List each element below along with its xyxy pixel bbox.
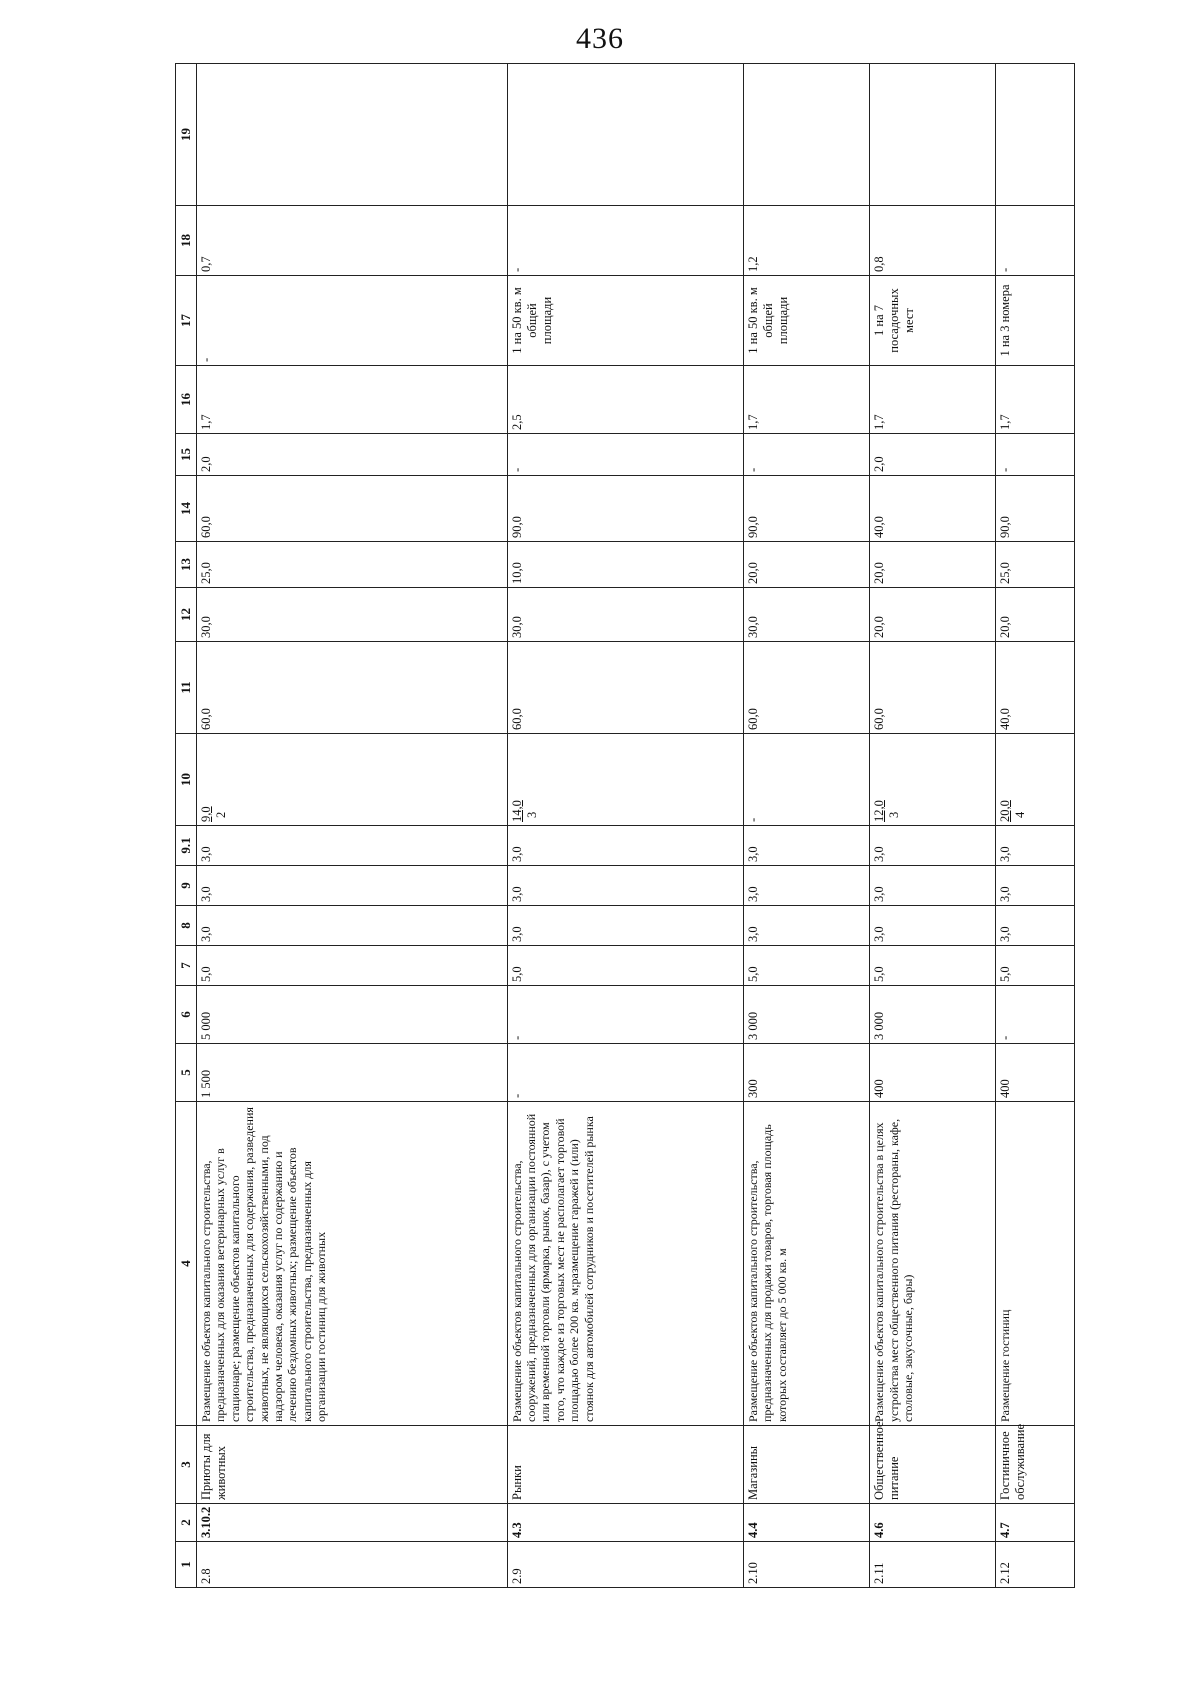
cell-c6: 3 000 bbox=[870, 986, 996, 1044]
cell-c8: 3,0 bbox=[996, 906, 1075, 946]
cell-c8: 3,0 bbox=[744, 906, 870, 946]
cell-c17: 1 на 50 кв. м общей площади bbox=[507, 276, 743, 366]
cell-c16: 1,7 bbox=[870, 366, 996, 434]
cell-c19 bbox=[744, 64, 870, 206]
cell-code: 3.10.2 bbox=[197, 1504, 508, 1542]
fraction-numerator: 14,0 bbox=[509, 800, 524, 822]
cell-row-number: 2.9 bbox=[507, 1542, 743, 1588]
cell-c5: 300 bbox=[744, 1044, 870, 1102]
col-header-2: 2 bbox=[176, 1504, 197, 1542]
cell-c7: 5,0 bbox=[507, 946, 743, 986]
cell-c18: - bbox=[507, 206, 743, 276]
col-header-12: 12 bbox=[176, 588, 197, 642]
fraction-numerator: 9,0 bbox=[199, 806, 213, 822]
cell-c8: 3,0 bbox=[870, 906, 996, 946]
cell-c19 bbox=[996, 64, 1075, 206]
cell-c9-1: 3,0 bbox=[197, 826, 508, 866]
cell-c7: 5,0 bbox=[996, 946, 1075, 986]
cell-description: Размещение гостиниц bbox=[996, 1102, 1075, 1426]
cell-c11: 60,0 bbox=[870, 642, 996, 734]
cell-row-number: 2.8 bbox=[197, 1542, 508, 1588]
cell-c15: 2,0 bbox=[870, 434, 996, 476]
fraction bbox=[872, 800, 902, 822]
fraction-denominator: 3 bbox=[524, 811, 539, 818]
cell-c11: 40,0 bbox=[996, 642, 1075, 734]
cell-c18: 0,7 bbox=[197, 206, 508, 276]
cell-code: 4.3 bbox=[507, 1504, 743, 1542]
cell-c16: 1,7 bbox=[744, 366, 870, 434]
cell-c9-1: 3,0 bbox=[507, 826, 743, 866]
cell-description: Размещение объектов капитального строительства в целях устройства мест общественного питания (рестораны, кафе, столовые, закусочные, бары) bbox=[870, 1102, 996, 1426]
col-header-16: 16 bbox=[176, 366, 197, 434]
col-header-7: 7 bbox=[176, 946, 197, 986]
table-row bbox=[996, 64, 1075, 1588]
fraction-numerator: 20,0 bbox=[998, 800, 1013, 822]
cell-c13: 25,0 bbox=[996, 542, 1075, 588]
cell-c13: 10,0 bbox=[507, 542, 743, 588]
cell-c14: 90,0 bbox=[744, 476, 870, 542]
cell-c9: 3,0 bbox=[197, 866, 508, 906]
cell-c10: - bbox=[744, 734, 870, 826]
cell-c16: 1,7 bbox=[996, 366, 1075, 434]
cell-c15: 2,0 bbox=[197, 434, 508, 476]
cell-c9: 3,0 bbox=[870, 866, 996, 906]
cell-c11: 60,0 bbox=[507, 642, 743, 734]
table-row bbox=[507, 64, 743, 1588]
col-header-9: 9 bbox=[176, 866, 197, 906]
cell-c9-1: 3,0 bbox=[744, 826, 870, 866]
cell-row-number: 2.12 bbox=[996, 1542, 1075, 1588]
cell-description: Размещение объектов капитального строительства, предназначенных для оказания ветеринарных услуг в стационаре; размещение объектов капитального строительства, предназначенных для содержания, разведения животных, не являющихся сельскохозяйственными, под надзором человека, оказания услуг по содержанию и лечению бездомных животных; размещение объектов капитального строительства, предназначенных для организации гостиниц для животных bbox=[197, 1102, 508, 1426]
cell-c9-1: 3,0 bbox=[870, 826, 996, 866]
cell-c16: 1,7 bbox=[197, 366, 508, 434]
cell-c15: - bbox=[507, 434, 743, 476]
cell-c12: 20,0 bbox=[870, 588, 996, 642]
cell-c12: 30,0 bbox=[507, 588, 743, 642]
cell-c11: 60,0 bbox=[197, 642, 508, 734]
cell-code: 4.4 bbox=[744, 1504, 870, 1542]
cell-use-name: Приюты для животных bbox=[197, 1426, 508, 1504]
cell-c13: 20,0 bbox=[870, 542, 996, 588]
cell-c7: 5,0 bbox=[197, 946, 508, 986]
cell-c11: 60,0 bbox=[744, 642, 870, 734]
cell-c12: 30,0 bbox=[197, 588, 508, 642]
cell-c14: 90,0 bbox=[996, 476, 1075, 542]
col-header-1: 1 bbox=[176, 1542, 197, 1588]
cell-c19 bbox=[507, 64, 743, 206]
cell-c8: 3,0 bbox=[197, 906, 508, 946]
cell-description: Размещение объектов капитального строительства, предназначенных для продажи товаров, торговая площадь которых составляет до 5 000 кв. м bbox=[744, 1102, 870, 1426]
col-header-19: 19 bbox=[176, 64, 197, 206]
cell-c7: 5,0 bbox=[744, 946, 870, 986]
cell-c19 bbox=[197, 64, 508, 206]
cell-c17: - bbox=[197, 276, 508, 366]
cell-c12: 20,0 bbox=[996, 588, 1075, 642]
cell-c9: 3,0 bbox=[996, 866, 1075, 906]
cell-c17: 1 на 3 номера bbox=[996, 276, 1075, 366]
col-header-14: 14 bbox=[176, 476, 197, 542]
col-header-6: 6 bbox=[176, 986, 197, 1044]
cell-use-name: Магазины bbox=[744, 1426, 870, 1504]
cell-c13: 25,0 bbox=[197, 542, 508, 588]
fraction-numerator: 12,0 bbox=[872, 800, 887, 822]
cell-c17: 1 на 50 кв. м общей площади bbox=[744, 276, 870, 366]
cell-c9-1: 3,0 bbox=[996, 826, 1075, 866]
col-header-10: 10 bbox=[176, 734, 197, 826]
cell-c5: 1 500 bbox=[197, 1044, 508, 1102]
cell-c17: 1 на 7 посадочных мест bbox=[870, 276, 996, 366]
cell-c18: 1,2 bbox=[744, 206, 870, 276]
cell-c8: 3,0 bbox=[507, 906, 743, 946]
cell-c16: 2,5 bbox=[507, 366, 743, 434]
regulations-table bbox=[175, 63, 1075, 1588]
fraction-denominator: 3 bbox=[887, 811, 902, 818]
cell-c15: - bbox=[744, 434, 870, 476]
rotated-table-container bbox=[175, 108, 1075, 1588]
cell-c7: 5,0 bbox=[870, 946, 996, 986]
col-header-3: 3 bbox=[176, 1426, 197, 1504]
cell-c10 bbox=[996, 734, 1075, 826]
col-header-11: 11 bbox=[176, 642, 197, 734]
cell-c12: 30,0 bbox=[744, 588, 870, 642]
fraction bbox=[199, 806, 229, 822]
cell-c6: - bbox=[996, 986, 1075, 1044]
cell-c10 bbox=[197, 734, 508, 826]
cell-c5: 400 bbox=[870, 1044, 996, 1102]
cell-description: Размещение объектов капитального строительства, сооружений, предназначенных для организации постоянной или временной торговли (ярмарка, рынок, базар), с учетом того, что каждое из торговых мест не располагает торговой площадью более 200 кв. м;размещение гаражей и (или) стоянок для автомобилей сотрудников и посетителей рынка bbox=[507, 1102, 743, 1426]
cell-c9: 3,0 bbox=[744, 866, 870, 906]
cell-c14: 90,0 bbox=[507, 476, 743, 542]
header-row bbox=[176, 64, 197, 1588]
fraction-denominator: 2 bbox=[214, 811, 228, 818]
fraction bbox=[998, 800, 1028, 822]
cell-c9: 3,0 bbox=[507, 866, 743, 906]
cell-use-name: Общественное питание bbox=[870, 1426, 996, 1504]
col-header-13: 13 bbox=[176, 542, 197, 588]
fraction bbox=[510, 800, 540, 822]
table-row bbox=[197, 64, 508, 1588]
cell-c5: 400 bbox=[996, 1044, 1075, 1102]
cell-use-name: Рынки bbox=[507, 1426, 743, 1504]
cell-c6: 3 000 bbox=[744, 986, 870, 1044]
col-header-4: 4 bbox=[176, 1102, 197, 1426]
cell-c19 bbox=[870, 64, 996, 206]
col-header-15: 15 bbox=[176, 434, 197, 476]
cell-c10 bbox=[870, 734, 996, 826]
table-frame bbox=[175, 108, 1075, 1588]
cell-use-name: Гостиничное обслуживание bbox=[996, 1426, 1075, 1504]
cell-c18: - bbox=[996, 206, 1075, 276]
table-row bbox=[870, 64, 996, 1588]
cell-c14: 40,0 bbox=[870, 476, 996, 542]
cell-c6: 5 000 bbox=[197, 986, 508, 1044]
cell-c18: 0,8 bbox=[870, 206, 996, 276]
cell-c5: - bbox=[507, 1044, 743, 1102]
col-header-5: 5 bbox=[176, 1044, 197, 1102]
cell-code: 4.6 bbox=[870, 1504, 996, 1542]
cell-c10 bbox=[507, 734, 743, 826]
cell-c14: 60,0 bbox=[197, 476, 508, 542]
cell-c15: - bbox=[996, 434, 1075, 476]
page-number: 436 bbox=[576, 22, 624, 55]
table-row bbox=[744, 64, 870, 1588]
col-header-18: 18 bbox=[176, 206, 197, 276]
cell-row-number: 2.11 bbox=[870, 1542, 996, 1588]
fraction-denominator: 4 bbox=[1013, 811, 1028, 818]
cell-row-number: 2.10 bbox=[744, 1542, 870, 1588]
cell-c6: - bbox=[507, 986, 743, 1044]
col-header-8: 8 bbox=[176, 906, 197, 946]
cell-c13: 20,0 bbox=[744, 542, 870, 588]
col-header-9-1: 9.1 bbox=[176, 826, 197, 866]
cell-code: 4.7 bbox=[996, 1504, 1075, 1542]
col-header-17: 17 bbox=[176, 276, 197, 366]
